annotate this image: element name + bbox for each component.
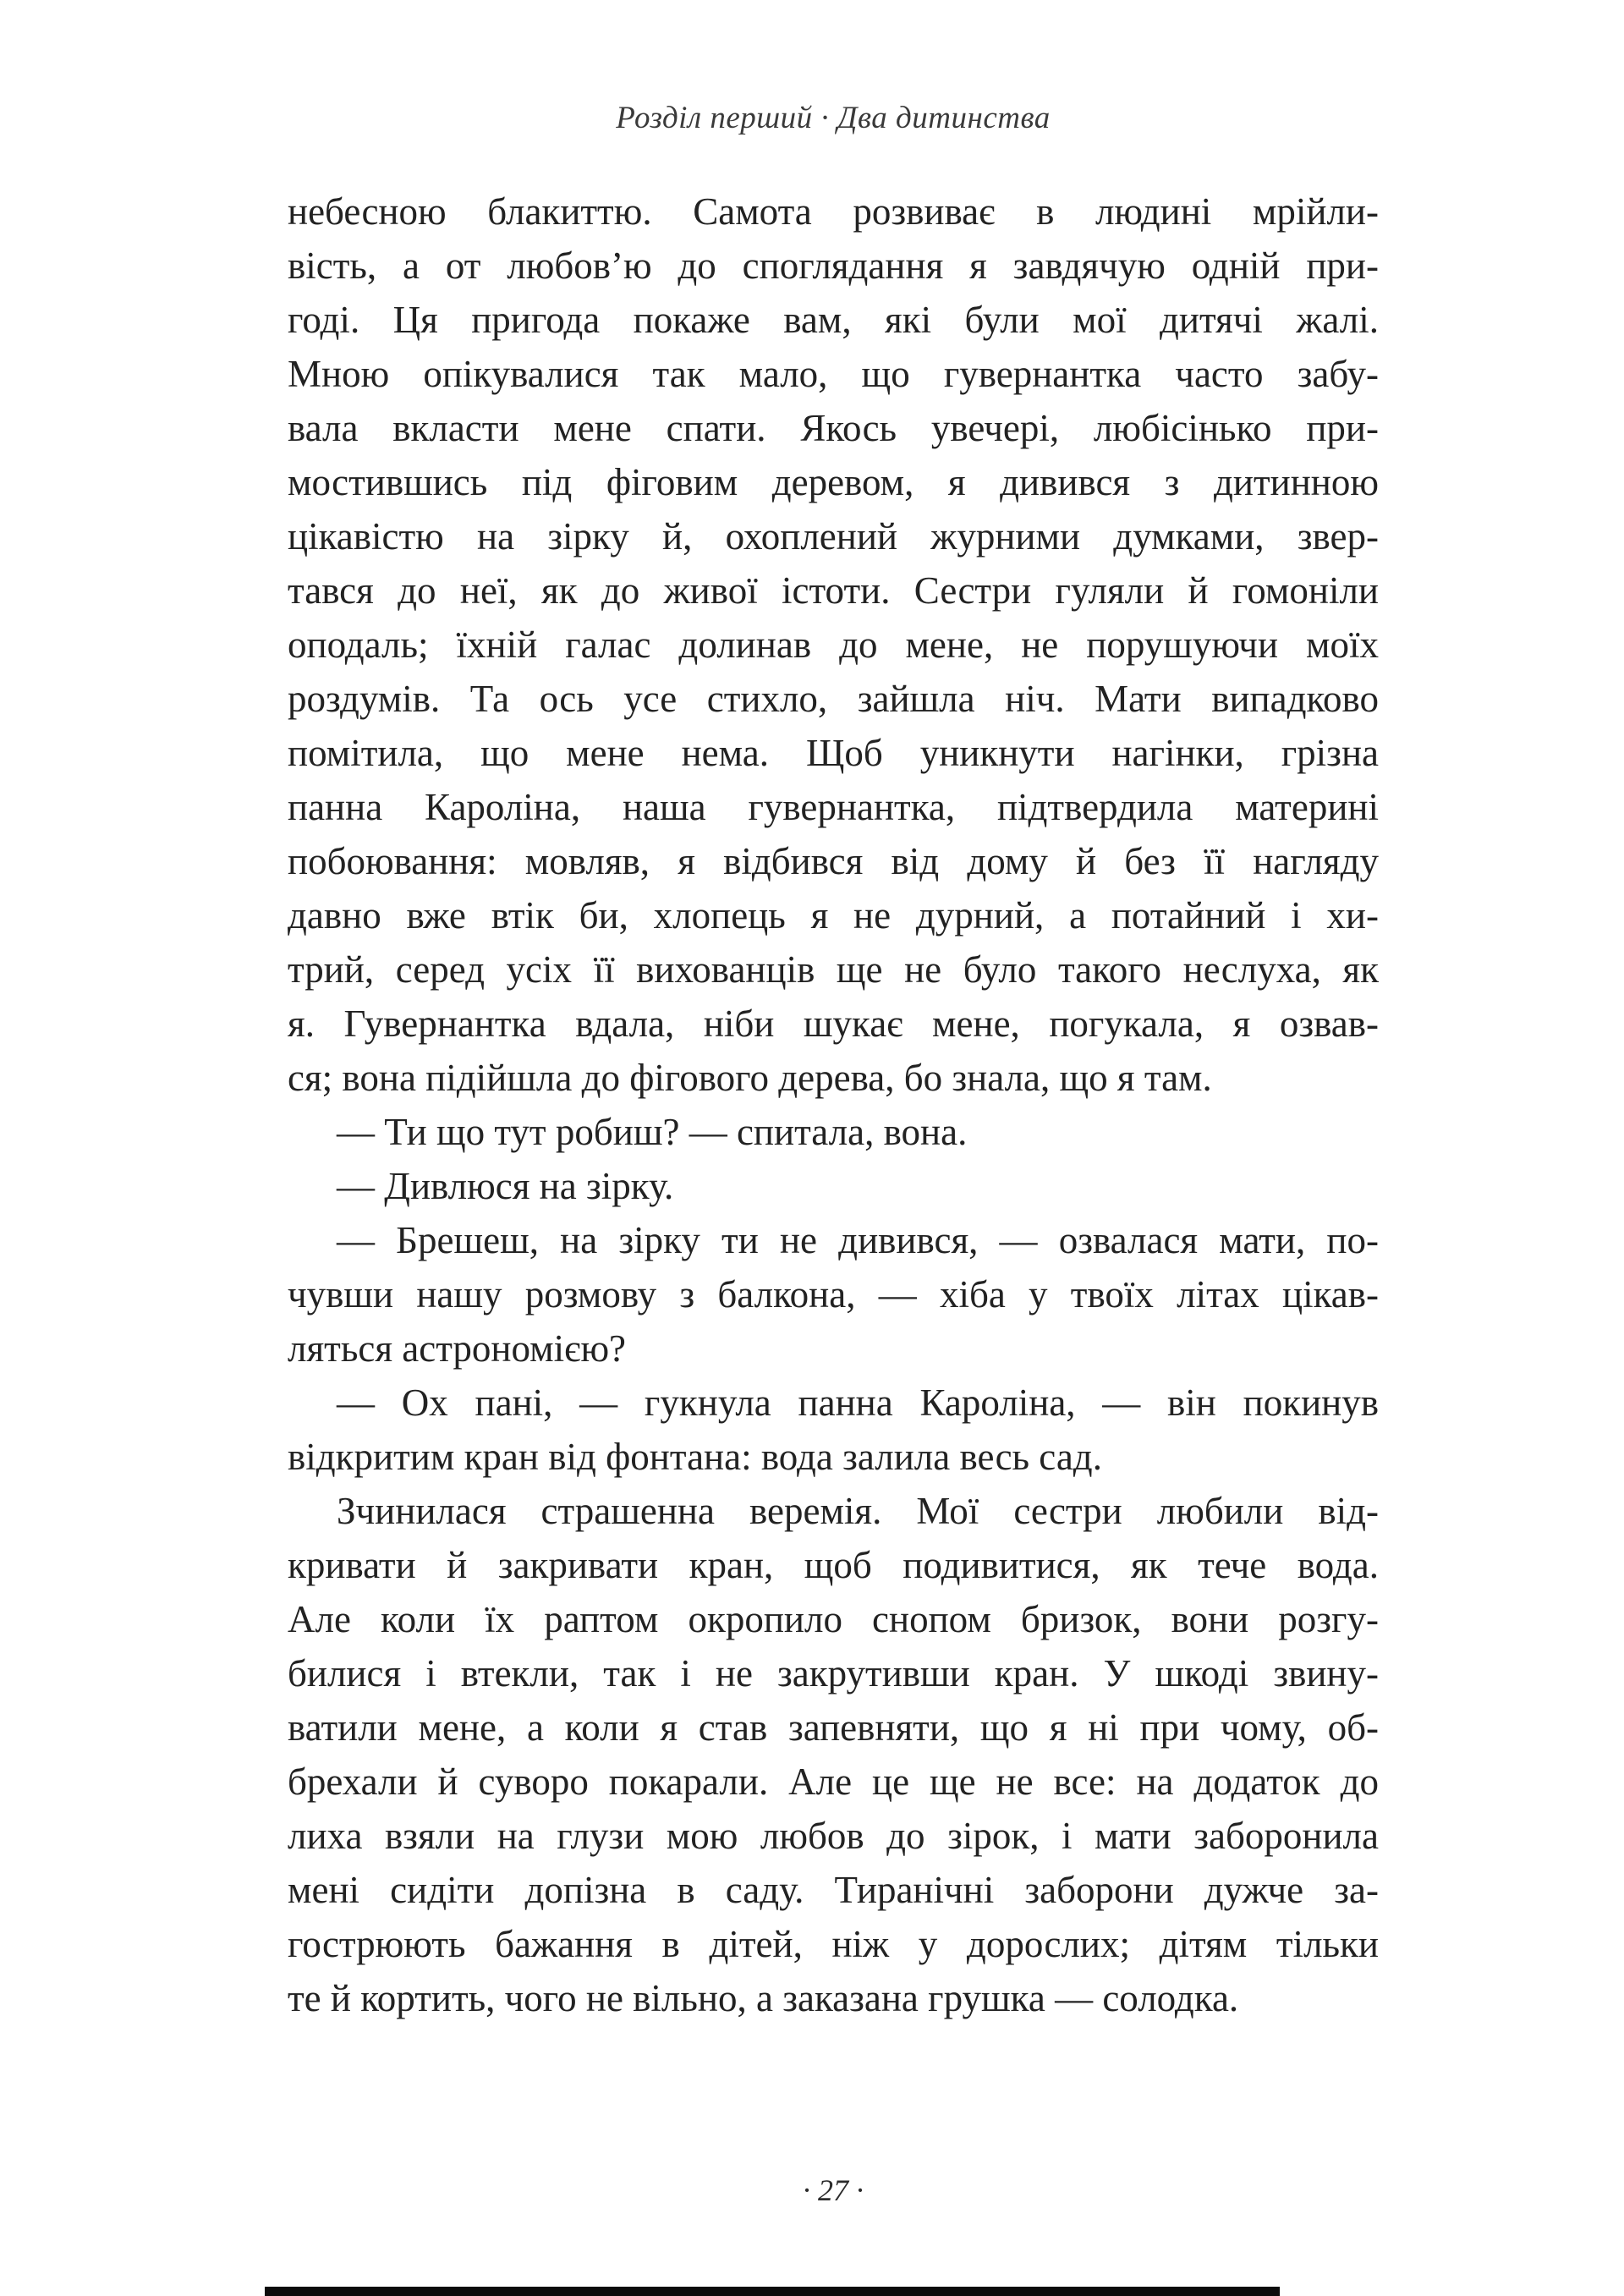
text-line: відкритим кран від фонтана: вода залила весь сад. — [288, 1436, 1102, 1478]
page-number: · 27 · — [803, 2173, 864, 2207]
text-line: Але коли їх раптом окропило снопом бризок, вони розгу- — [288, 1598, 1379, 1640]
text-line: вала вкласти мене спати. Якось увечері, любісінько при- — [288, 407, 1379, 449]
scan-edge-artifact — [265, 2287, 1280, 2296]
text-line: чувши нашу розмову з балкона, — хіба у твоїх літах цікав- — [288, 1273, 1379, 1316]
text-line: панна Кароліна, наша гувернантка, підтвердила материні — [288, 786, 1379, 828]
text-line: — Ох пані, — гукнула панна Кароліна, — він покинув — [337, 1381, 1379, 1424]
text-line: Зчинилася страшенна веремія. Мої сестри любили від- — [337, 1490, 1379, 1532]
text-line: билися і втекли, так і не закрутивши кран. У шкоді звину- — [288, 1652, 1379, 1695]
text-line: помітила, що мене нема. Щоб уникнути нагінки, грізна — [288, 732, 1379, 774]
text-line: вість, а от любов’ю до споглядання я завдячую одній при- — [288, 244, 1379, 287]
text-line: небесною блакиттю. Самота розвиває в людині мрійли- — [288, 190, 1379, 233]
text-line: те й кортить, чого не вільно, а заказана грушка — солодка. — [288, 1977, 1239, 2019]
text-line: давно вже втік би, хлопець я не дурний, а потайний і хи- — [288, 894, 1379, 937]
text-line: ся; вона підійшла до фігового дерева, бо знала, що я там. — [288, 1057, 1212, 1099]
text-line: — Дивлюся на зірку. — [337, 1165, 674, 1207]
text-line: оподаль; їхній галас долинав до мене, не порушуючи моїх — [288, 623, 1379, 666]
text-line: ватили мене, а коли я став запевняти, що я ні при чому, об- — [288, 1706, 1379, 1749]
body-text — [288, 184, 1379, 2025]
text-line: мені сидіти допізна в саду. Тиранічні заборони дужче за- — [288, 1869, 1379, 1911]
text-line: — Брешеш, на зірку ти не дивився, — озвалася мати, по- — [337, 1219, 1379, 1261]
text-line: гострюють бажання в дітей, ніж у дорослих; дітям тільки — [288, 1923, 1379, 1965]
text-line: побоювання: мовляв, я відбився від дому й без її нагляду — [288, 840, 1379, 882]
text-line: Мною опікувалися так мало, що гувернантка часто забу- — [288, 353, 1379, 395]
text-line: тався до неї, як до живої істоти. Сестри гуляли й гомоніли — [288, 569, 1379, 612]
text-line: — Ти що тут робиш? — спитала, вона. — [337, 1111, 968, 1153]
text-line: роздумів. Та ось усе стихло, зайшла ніч. Мати випадково — [288, 678, 1379, 720]
text-line: лиха взяли на глузи мою любов до зірок, і мати заборонила — [288, 1815, 1379, 1857]
text-line: ляться астрономією? — [288, 1327, 627, 1370]
text-line: цікавістю на зірку й, охоплений журними думками, звер- — [288, 515, 1379, 558]
text-line: брехали й суворо покарали. Але це ще не все: на додаток до — [288, 1760, 1379, 1803]
chapter-header: Розділ перший · Два дитинства — [616, 101, 1051, 135]
text-line: мостившись під фіговим деревом, я дивився з дитинною — [288, 461, 1379, 503]
text-line: годі. Ця пригода покаже вам, які були мої дитячі жалі. — [288, 299, 1379, 341]
text-line: трий, серед усіх її вихованців ще не було такого неслуха, як — [288, 948, 1379, 991]
text-line: я. Гувернантка вдала, ніби шукає мене, погукала, я озвав- — [288, 1002, 1379, 1045]
text-line: кривати й закривати кран, щоб подивитися, як тече вода. — [288, 1544, 1379, 1586]
